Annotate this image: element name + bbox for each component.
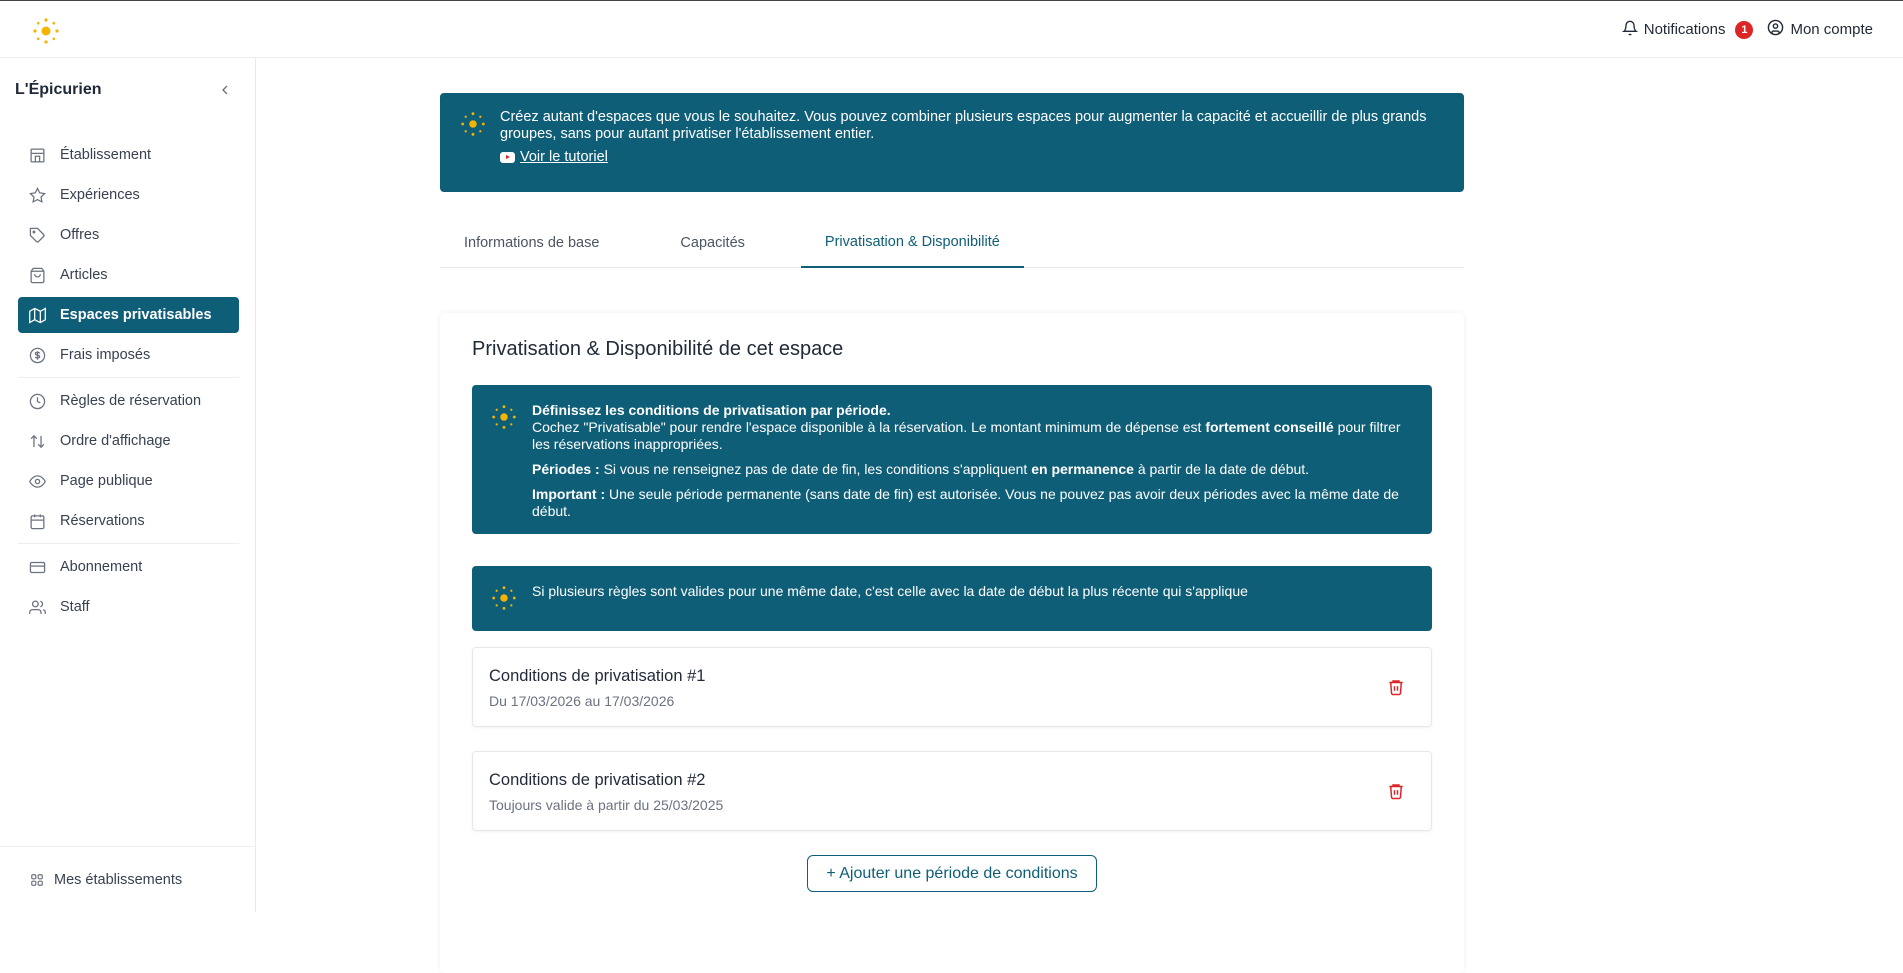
sidebar-item-label: Établissement (60, 147, 152, 163)
tab-capacites[interactable]: Capacités (680, 234, 745, 251)
sidebar-divider (18, 543, 239, 544)
period-dates: Du 17/03/2026 au 17/03/2026 (489, 693, 675, 709)
users-icon (28, 598, 46, 616)
sun-icon (489, 402, 519, 436)
info-text: à partir de la date de début. (1133, 461, 1310, 477)
chevron-left-icon (217, 82, 233, 98)
info-text: Cochez "Privatisable" pour rendre l'espace disponible à la réservation. Le montant minimum de dépense est (532, 419, 1206, 435)
sidebar-item-espaces-privatisables[interactable] (18, 297, 239, 333)
info-heading: Définissez les conditions de privatisation par période. (532, 402, 891, 418)
calendar-icon (28, 512, 46, 530)
tag-icon (28, 226, 46, 244)
sidebar-item-frais-imposes[interactable] (18, 337, 239, 373)
sidebar-item-label: Staff (60, 599, 90, 615)
sidebar-item-reservations[interactable] (18, 503, 239, 539)
sidebar-item-label: Réservations (60, 513, 145, 529)
establishment-name: L'Épicurien (15, 81, 102, 98)
notifications-label: Notifications (1643, 21, 1726, 38)
add-period-button[interactable]: + Ajouter une période de conditions (807, 855, 1096, 892)
youtube-icon (500, 152, 515, 163)
tab-privatisation-disponibilite[interactable]: Privatisation & Disponibilité (801, 217, 1024, 268)
user-circle-icon (1767, 19, 1784, 40)
map-icon (28, 306, 46, 324)
sidebar-item-offres[interactable] (18, 217, 239, 253)
info-banner (440, 93, 1464, 192)
trash-icon (1387, 677, 1405, 697)
period-title: Conditions de privatisation #2 (489, 771, 706, 789)
sidebar-item-ordre-affichage[interactable] (18, 423, 239, 459)
sidebar-item-label: Règles de réservation (60, 393, 202, 409)
sidebar-item-label: Frais imposés (60, 347, 151, 363)
info-paragraph-important (532, 486, 1412, 520)
shopping-bag-icon (28, 266, 46, 284)
my-establishments-label: Mes établissements (54, 871, 183, 888)
privatisation-card (440, 313, 1464, 973)
notifications-button[interactable] (1622, 20, 1754, 40)
credit-card-icon (28, 558, 46, 576)
dollar-circle-icon (28, 346, 46, 364)
sidebar-item-page-publique[interactable] (18, 463, 239, 499)
info-emphasis: fortement conseillé (1205, 419, 1334, 435)
sort-arrows-icon (28, 432, 46, 450)
info-emphasis: en permanence (1031, 461, 1134, 477)
sidebar-item-experiences[interactable] (18, 177, 239, 213)
building-icon (28, 146, 46, 164)
sidebar-item-label: Espaces privatisables (60, 307, 212, 323)
clock-icon (28, 392, 46, 410)
sidebar-item-label: Page publique (60, 473, 153, 489)
sidebar-item-label: Ordre d'affichage (60, 433, 171, 449)
info-label: Important : (532, 486, 606, 502)
account-label: Mon compte (1790, 21, 1873, 38)
info-text: pour filtrer les réservations inappropriées. (532, 419, 1401, 452)
period-card[interactable] (472, 751, 1432, 831)
delete-period-button[interactable] (1387, 677, 1405, 702)
rule-note-box (472, 566, 1432, 631)
period-dates: Toujours valide à partir du 25/03/2025 (489, 797, 724, 813)
tutorial-link-label: Voir le tutoriel (520, 149, 608, 165)
period-card[interactable] (472, 647, 1432, 727)
info-paragraph-periodes (532, 461, 1412, 478)
account-button[interactable] (1767, 19, 1873, 40)
rule-note-text: Si plusieurs règles sont valides pour une même date, c'est celle avec la date de début la plus récente qui s'applique (532, 583, 1248, 599)
sidebar-item-label: Abonnement (60, 559, 143, 575)
notifications-count-badge: 1 (1735, 21, 1753, 39)
sidebar-nav (18, 137, 239, 629)
sidebar-item-articles[interactable] (18, 257, 239, 293)
my-establishments-link[interactable] (0, 846, 255, 912)
conditions-info-box (472, 385, 1432, 534)
trash-icon (1387, 781, 1405, 801)
sidebar-item-staff[interactable] (18, 589, 239, 625)
sidebar-item-label: Articles (60, 267, 108, 283)
sidebar-item-label: Offres (60, 227, 100, 243)
sidebar-item-abonnement[interactable] (18, 549, 239, 585)
star-icon (28, 186, 46, 204)
collapse-sidebar-button[interactable] (215, 80, 235, 100)
info-label: Périodes : (532, 461, 600, 477)
main-content (440, 93, 1464, 973)
period-title: Conditions de privatisation #1 (489, 667, 706, 685)
sidebar (0, 58, 256, 912)
sidebar-item-label: Expériences (60, 187, 140, 203)
eye-icon (28, 472, 46, 490)
info-text: Si vous ne renseignez pas de date de fin, les conditions s'appliquent (599, 461, 1032, 477)
app-logo-icon[interactable] (30, 15, 62, 47)
sidebar-divider (18, 377, 239, 378)
tab-informations-de-base[interactable]: Informations de base (464, 234, 600, 251)
top-bar (0, 0, 1903, 58)
sun-icon (489, 583, 519, 617)
sidebar-item-regles-reservation[interactable] (18, 383, 239, 419)
tab-bar (440, 217, 1464, 268)
grid-icon (30, 873, 44, 887)
banner-text: Créez autant d'espaces que vous le souhaitez. Vous pouvez combiner plusieurs espaces pour augmenter la capacité et accueillir de plus grands groupes, sans pour autant privatiser l'établissement entier. (500, 109, 1427, 142)
sun-icon (458, 109, 488, 144)
tutorial-link[interactable] (500, 149, 1444, 166)
info-paragraph (532, 402, 1412, 453)
info-text: Une seule période permanente (sans date de fin) est autorisée. Vous ne pouvez pas avoir deux périodes avec la même date de début. (532, 486, 1399, 519)
delete-period-button[interactable] (1387, 781, 1405, 806)
sidebar-item-etablissement[interactable] (18, 137, 239, 173)
bell-icon (1622, 20, 1638, 40)
card-title: Privatisation & Disponibilité de cet espace (472, 338, 844, 360)
